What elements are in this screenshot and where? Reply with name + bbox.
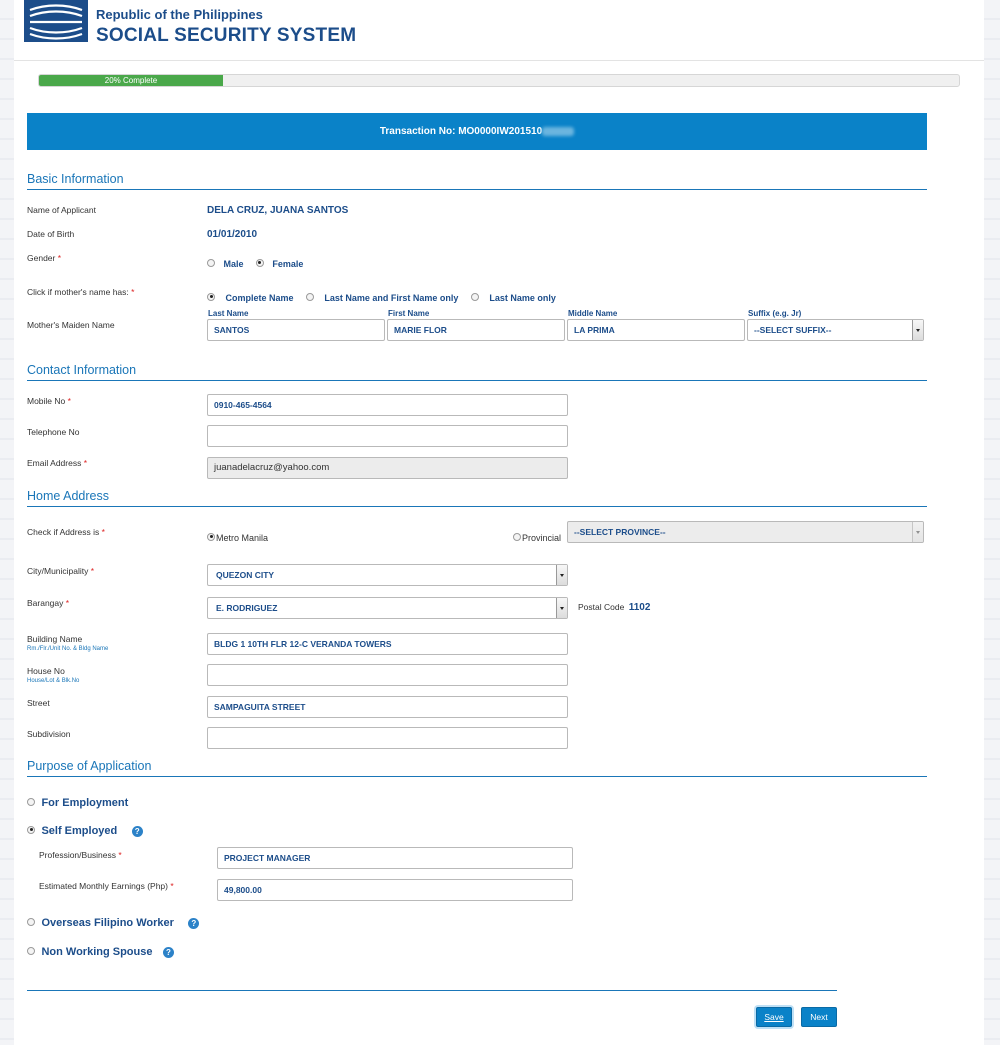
gender-male-radio[interactable] [207,259,215,267]
required-mark: * [57,253,62,263]
maiden-first-input[interactable]: MARIE FLOR [387,319,565,341]
province-select-value: --SELECT PROVINCE-- [574,527,666,537]
metro-manila-option [207,528,268,546]
page-margin-left [0,0,14,1045]
progress-bar [38,74,960,87]
self-employed-label: Self Employed [41,825,118,837]
gender-female-radio[interactable] [256,259,264,267]
city-label-text: City/Municipality [27,566,89,576]
ofw-label: Overseas Filipino Worker [41,917,174,929]
barangay-label [27,598,69,608]
gender-label [27,253,61,263]
section-contact-divider [27,380,927,381]
dob-value: 01/01/2010 [207,229,258,240]
help-icon[interactable]: ? [163,947,174,958]
metro-manila-label: Metro Manila [216,533,269,543]
sss-logo [24,0,88,42]
chevron-down-icon [556,565,567,585]
mobile-label [27,396,71,406]
earnings-label [39,881,174,891]
footer-divider [27,990,837,991]
nws-radio[interactable] [27,947,35,955]
provincial-option [513,528,561,546]
applicant-name-value: DELA CRUZ, JUANA SANTOS [207,205,349,216]
profession-input[interactable]: PROJECT MANAGER [217,847,573,869]
postal-code-label: Postal Code [578,602,625,612]
suffix-select-value: --SELECT SUFFIX-- [754,325,832,335]
required-mark: * [65,598,70,608]
house-note: House/Lot & Blk.No [27,678,80,684]
employment-option [27,793,128,811]
help-icon[interactable]: ? [132,826,143,837]
section-purpose-title: Purpose of Application [27,759,152,773]
maiden-last-input[interactable]: SANTOS [207,319,385,341]
provincial-radio[interactable] [513,533,521,541]
maiden-name-label: Mother's Maiden Name [27,320,115,330]
section-purpose-divider [27,776,927,777]
chevron-down-icon [912,522,923,542]
earnings-label-text: Estimated Monthly Earnings (Php) [39,881,168,891]
help-icon[interactable]: ? [188,918,199,929]
city-select[interactable] [207,564,568,586]
email-label-text: Email Address [27,458,82,468]
mother-name-radio-group [207,288,556,306]
required-mark: * [170,881,174,891]
complete-name-radio[interactable] [207,293,215,301]
transaction-number: Transaction No: MO0000IW201510 [379,126,543,137]
address-type-label-text: Check if Address is [27,527,100,537]
city-select-value: QUEZON CITY [216,570,275,580]
maiden-last-header: Last Name [208,309,249,318]
employment-label: For Employment [41,797,129,809]
provincial-label: Provincial [522,533,562,543]
maiden-first-header: First Name [388,309,430,318]
next-button[interactable]: Next [801,1007,837,1027]
last-only-label: Last Name only [489,293,556,303]
province-select[interactable] [567,521,924,543]
form-page [14,0,984,1045]
section-address-divider [27,506,927,507]
maiden-middle-input[interactable]: LA PRIMA [567,319,745,341]
transaction-banner [27,113,927,150]
gender-radio-group [207,254,303,272]
gender-female-label: Female [272,259,304,269]
nws-option [27,942,174,960]
required-mark: * [90,566,95,576]
required-mark: * [101,527,105,537]
mobile-input[interactable]: 0910-465-4564 [207,394,568,416]
employment-radio[interactable] [27,798,35,806]
self-employed-radio[interactable] [27,826,35,834]
required-mark: * [131,287,135,297]
street-label: Street [27,698,50,708]
telephone-input[interactable] [207,425,568,447]
required-mark: * [118,850,122,860]
dob-label: Date of Birth [27,229,75,239]
address-type-label [27,527,105,537]
gender-male-label: Male [223,259,244,269]
section-basic-title: Basic Information [27,172,124,186]
barangay-select-value: E. RODRIGUEZ [216,603,278,613]
section-basic-divider [27,189,927,190]
earnings-input[interactable]: 49,800.00 [217,879,573,901]
building-input[interactable]: BLDG 1 10TH FLR 12-C VERANDA TOWERS [207,633,568,655]
required-mark: * [83,458,88,468]
required-mark: * [67,396,71,406]
city-label [27,566,94,576]
last-first-only-label: Last Name and First Name only [324,293,459,303]
progress-label: 20% Complete [104,76,158,85]
street-input[interactable]: SAMPAGUITA STREET [207,696,568,718]
telephone-label: Telephone No [27,427,80,437]
barangay-select[interactable] [207,597,568,619]
mother-name-has-label [27,287,134,297]
metro-manila-radio[interactable] [207,533,215,541]
complete-name-label: Complete Name [225,293,294,303]
header-title: SOCIAL SECURITY SYSTEM [96,25,357,46]
ofw-radio[interactable] [27,918,35,926]
last-only-radio[interactable] [471,293,479,301]
ofw-option [27,913,199,931]
save-button[interactable]: Save [756,1007,792,1027]
self-employed-option [27,821,143,839]
house-label: House No [27,666,65,676]
email-input[interactable]: juanadelacruz@yahoo.com [207,457,568,479]
mother-name-has-text: Click if mother's name has: [27,287,129,297]
postal-code [578,602,650,613]
header-subtitle: Republic of the Philippines [96,7,263,22]
building-note: Rm./Flr./Unit No. & Bldg Name [27,646,109,652]
applicant-name-label: Name of Applicant [27,205,96,215]
subdivision-label: Subdivision [27,729,71,739]
mobile-label-text: Mobile No [27,396,66,406]
profession-label [39,850,122,860]
suffix-select[interactable] [747,319,924,341]
email-label [27,458,87,468]
nws-label: Non Working Spouse [41,946,153,958]
last-first-only-radio[interactable] [306,293,314,301]
redacted-digits [542,127,574,136]
page-margin-right [984,0,1000,1045]
header-divider [14,60,984,61]
postal-code-value: 1102 [628,602,651,613]
section-contact-title: Contact Information [27,363,137,377]
gender-label-text: Gender [27,253,56,263]
subdivision-input[interactable] [207,727,568,749]
house-input[interactable] [207,664,568,686]
profession-label-text: Profession/Business [39,850,117,860]
barangay-label-text: Barangay [27,598,64,608]
building-label: Building Name [27,634,83,644]
section-address-title: Home Address [27,489,109,503]
chevron-down-icon [556,598,567,618]
maiden-suffix-header: Suffix (e.g. Jr) [748,309,802,318]
chevron-down-icon [912,320,923,340]
maiden-middle-header: Middle Name [568,309,618,318]
